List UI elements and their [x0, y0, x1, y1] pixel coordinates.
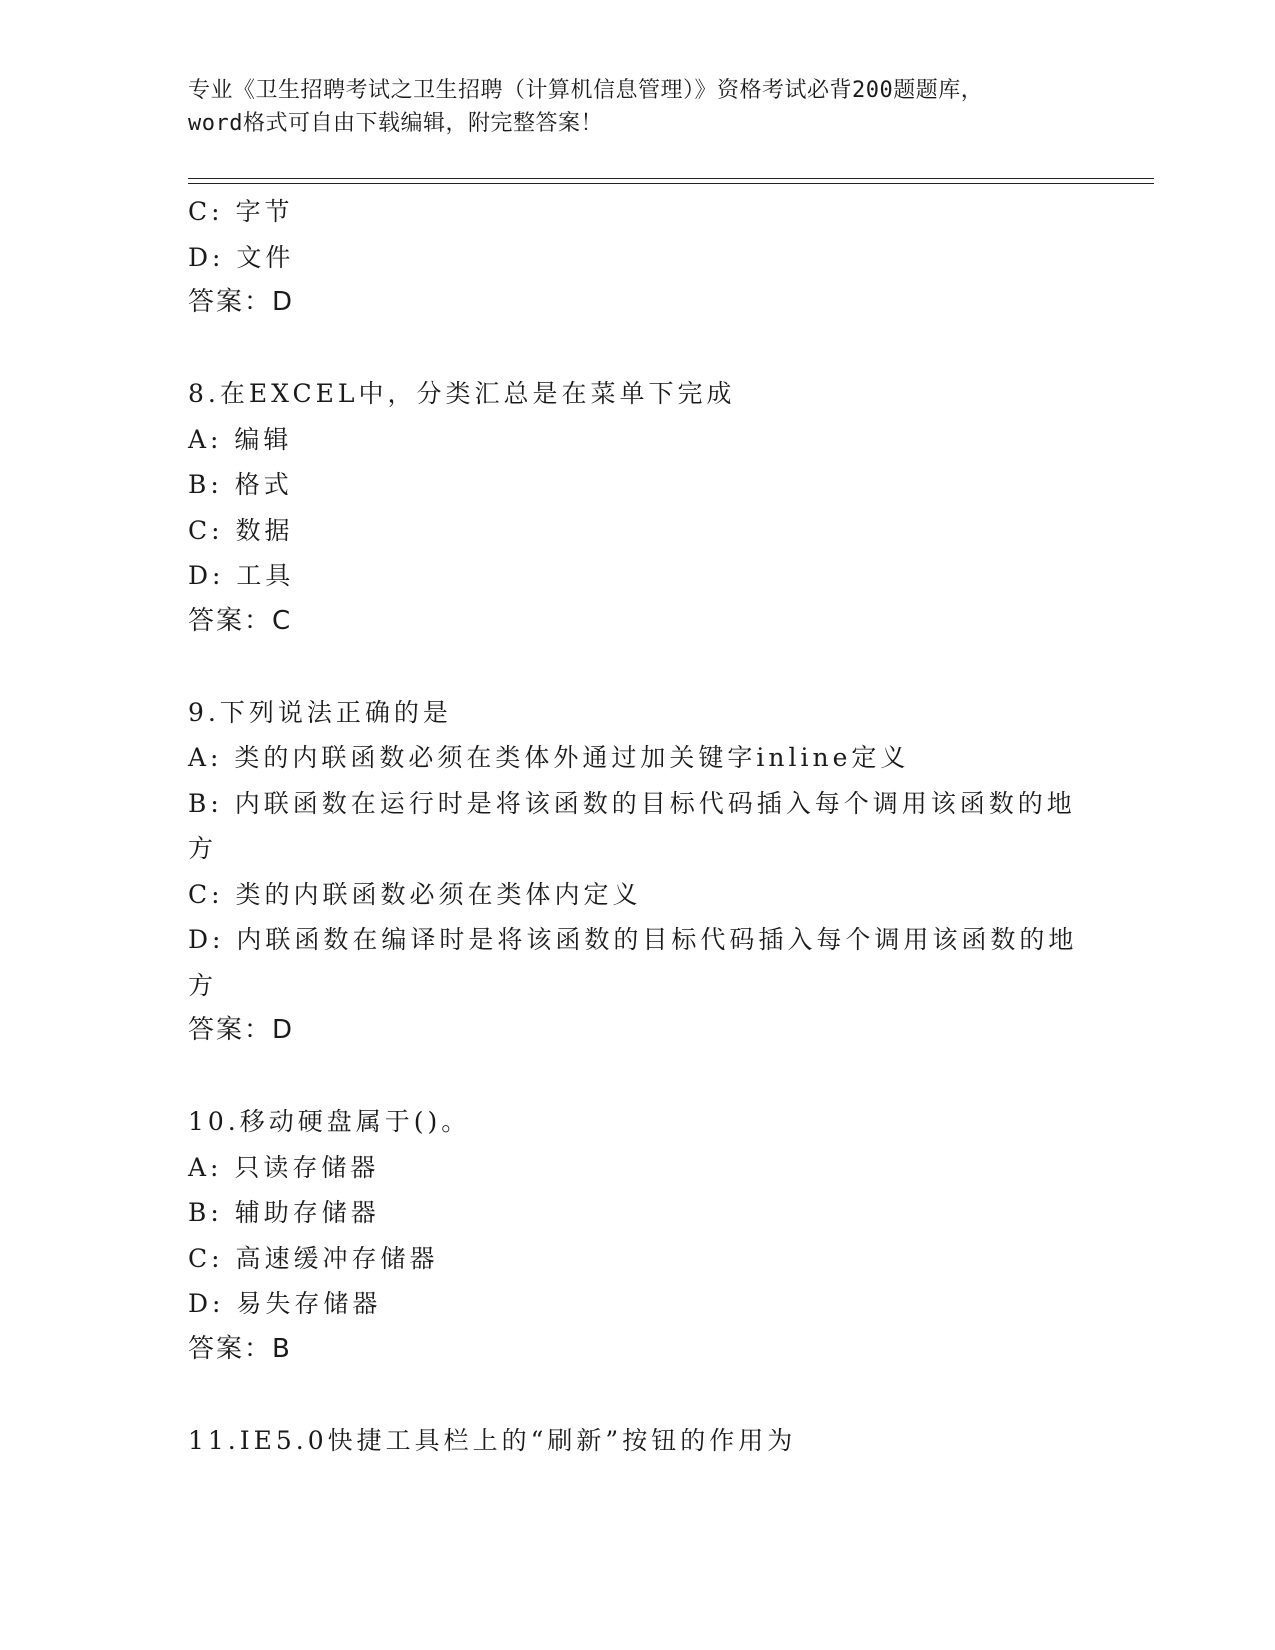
option-b: B: 格式: [188, 470, 293, 499]
header-title-line-1: 专业《卫生招聘考试之卫生招聘（计算机信息管理）》资格考试必背200题题库，: [188, 78, 984, 103]
option-d: D: 易失存储器: [188, 1289, 382, 1318]
question-stem: 9.下列说法正确的是: [188, 697, 452, 727]
question-block: [188, 189, 1088, 371]
block-spacer: [188, 644, 1088, 690]
option-c: C: 类的内联函数必须在类体内定义: [188, 879, 642, 909]
option-d: D: 文件: [188, 242, 295, 272]
option-d-continued: 方: [188, 970, 218, 1000]
option-a: A: 类的内联函数必须在类体外通过加关键字inline定义: [188, 743, 910, 772]
answer-line: 答案：D: [188, 1015, 295, 1045]
option-b-continued: 方: [188, 834, 218, 863]
question-block: [188, 1418, 1088, 1464]
question-block: [188, 1099, 1088, 1418]
question-stem: 8.在EXCEL中，分类汇总是在菜单下完成: [188, 379, 736, 408]
answer-line: 答案：C: [188, 605, 293, 636]
option-d: D: 工具: [188, 561, 295, 590]
answer-line: 答案：B: [188, 1333, 292, 1364]
answer-line: 答案：D: [188, 287, 295, 317]
header-divider-bottom: [188, 183, 1154, 184]
block-spacer: [188, 1054, 1088, 1100]
option-a: A: 编辑: [188, 424, 293, 454]
document-header: [188, 74, 1088, 140]
option-a: A: 只读存储器: [188, 1152, 380, 1182]
block-spacer: [188, 326, 1088, 372]
question-stem: 11.IE5.0快捷工具栏上的“刷新”按钮的作用为: [188, 1425, 797, 1455]
question-block: [188, 690, 1088, 1100]
option-b: B: 辅助存储器: [188, 1198, 380, 1227]
question-stem: 10.移动硬盘属于()。: [188, 1107, 471, 1136]
option-d: D: 内联函数在编译时是将该函数的目标代码插入每个调用该函数的地: [188, 925, 1078, 954]
option-b: B: 内联函数在运行时是将该函数的目标代码插入每个调用该函数的地: [188, 788, 1076, 818]
question-content: [188, 189, 1088, 1463]
header-title-line-2: word格式可自由下载编辑，附完整答案！: [188, 111, 603, 136]
block-spacer: [188, 1372, 1088, 1418]
option-c: C: 字节: [188, 197, 294, 226]
option-c: C: 数据: [188, 515, 294, 545]
header-divider-top: [188, 178, 1154, 179]
question-block: [188, 371, 1088, 690]
option-c: C: 高速缓冲存储器: [188, 1243, 439, 1273]
